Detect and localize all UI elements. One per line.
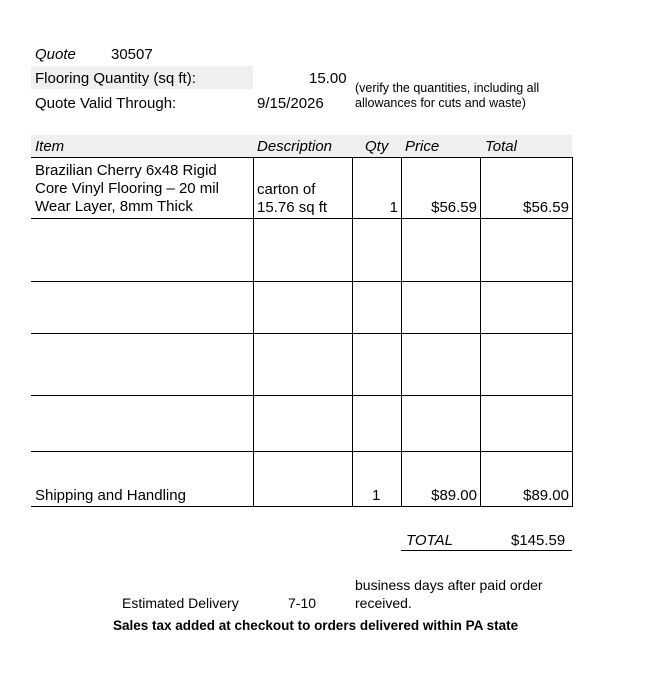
grid-line: [31, 218, 572, 219]
grid-line: [352, 157, 353, 507]
delivery-label: Estimated Delivery: [122, 595, 239, 611]
delivery-note: business days after paid order received.: [355, 577, 543, 611]
grid-line: [31, 506, 572, 507]
row-qty: 1: [389, 199, 398, 216]
quote-number: 30507: [111, 46, 153, 63]
row-description: carton of 15.76 sq ft: [257, 181, 328, 216]
flooring-quantity-value: 15.00: [309, 70, 347, 87]
shipping-total: $89.00: [523, 487, 569, 504]
grid-line: [480, 157, 481, 507]
valid-through-value: 9/15/2026: [257, 95, 324, 112]
delivery-days: 7-10: [288, 595, 317, 611]
header-total: Total: [485, 138, 517, 155]
grid-line: [31, 451, 572, 452]
grid-line: [253, 157, 254, 507]
grid-line: [572, 157, 573, 507]
quote-label: Quote: [35, 46, 76, 63]
total-underline: [401, 550, 572, 551]
row-item: Brazilian Cherry 6x48 Rigid Core Vinyl Flooring – 20 mil Wear Layer, 8mm Thick: [35, 162, 219, 215]
quantity-note: (verify the quantities, including all allowances for cuts and waste): [355, 81, 540, 110]
flooring-quantity-label: Flooring Quantity (sq ft):: [35, 70, 196, 87]
grid-line: [31, 281, 572, 282]
shipping-price: $89.00: [431, 487, 477, 504]
grid-line: [31, 157, 572, 158]
header-item: Item: [35, 138, 65, 155]
header-price: Price: [405, 138, 440, 155]
shipping-qty: 1: [372, 487, 381, 504]
header-qty: Qty: [365, 138, 389, 155]
grid-line: [31, 333, 572, 334]
row-price: $56.59: [431, 199, 477, 216]
header-description: Description: [257, 138, 333, 155]
valid-through-label: Quote Valid Through:: [35, 95, 177, 112]
grand-total-value: $145.59: [511, 532, 566, 549]
grand-total-label: TOTAL: [406, 532, 453, 549]
shipping-item: Shipping and Handling: [35, 487, 186, 504]
grid-line: [401, 157, 402, 507]
row-total: $56.59: [523, 199, 569, 216]
tax-note: Sales tax added at checkout to orders delivered within PA state: [113, 618, 519, 633]
grid-line: [31, 395, 572, 396]
